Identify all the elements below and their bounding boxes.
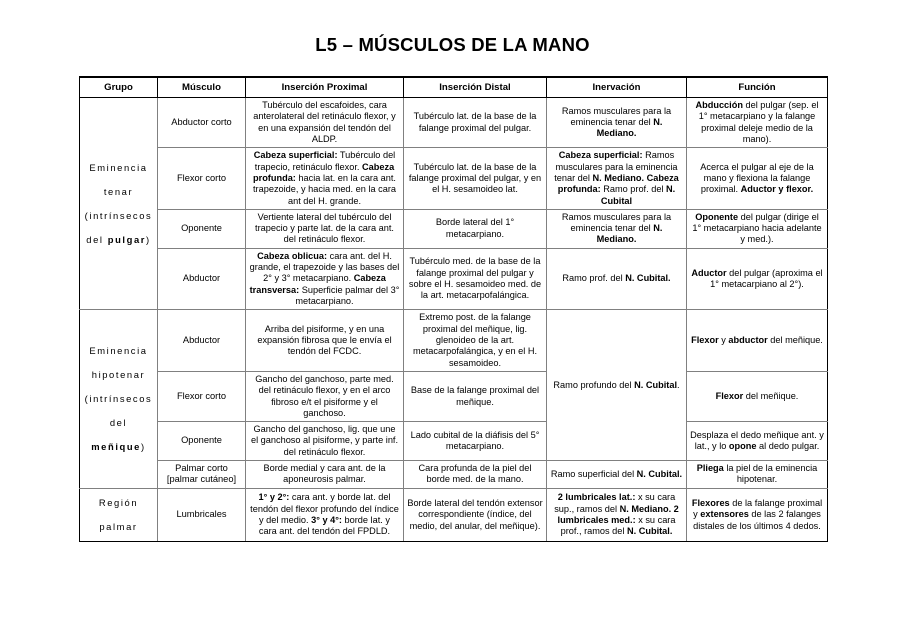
proximal-insertion-cell: 1° y 2°: cara ant. y borde lat. del tendón del flexor profundo del índice y del medio. 3° y 4°: borde lat. y cara ant. del tendón del FPDLD.: [246, 488, 404, 541]
table-header-row: [80, 77, 828, 98]
group-label-line: del: [109, 417, 128, 429]
table-row: [80, 248, 828, 310]
distal-insertion-cell: Borde lateral del tendón extensor correspondiente (índice, del medio, del anular, del meñique).: [404, 488, 547, 541]
page-title: L5 – MÚSCULOS DE LA MANO: [315, 34, 590, 55]
muscle-name-cell: Flexor corto: [158, 148, 246, 210]
proximal-insertion-cell: Cabeza oblicua: cara ant. del H. grande, el trapezoide y las bases del 2° y 3° metacarpiano. Cabeza transversa: Superficie palmar del 3° metacarpiano.: [246, 248, 404, 310]
column-header-inervacion: Inervación: [547, 77, 687, 98]
muscle-name-cell: Oponente: [158, 209, 246, 248]
table-row: [80, 209, 828, 248]
table-row: [80, 488, 828, 541]
group-label-line: tenar: [103, 185, 134, 197]
group-label-line: hipotenar: [91, 369, 146, 381]
group-label-line: palmar: [99, 520, 138, 532]
distal-insertion-cell: Base de la falange proximal del meñique.: [404, 371, 547, 421]
group-label-line: meñique): [91, 441, 146, 453]
function-cell: Flexor y abductor del meñique.: [687, 310, 828, 372]
column-header-insercion-distal: Inserción Distal: [404, 77, 547, 98]
innervation-cell: Ramos musculares para la eminencia tenar del N. Mediano.: [547, 98, 687, 148]
table-row: [80, 148, 828, 210]
table-row: [80, 371, 828, 421]
group-cell-hipotenar: [80, 310, 158, 489]
muscle-name-cell: Lumbricales: [158, 488, 246, 541]
column-header-grupo: Grupo: [80, 77, 158, 98]
function-cell: Oponente del pulgar (dirige el 1° metacarpiano hacia adelante y med.).: [687, 209, 828, 248]
function-cell: Pliega la piel de la eminencia hipotenar.: [687, 461, 828, 489]
group-cell-palmar: [80, 488, 158, 541]
proximal-insertion-cell: Borde medial y cara ant. de la aponeurosis palmar.: [246, 461, 404, 489]
function-cell: Desplaza el dedo meñique ant. y lat., y lo opone al dedo pulgar.: [687, 422, 828, 461]
distal-insertion-cell: Tubérculo lat. de la base de la falange proximal del pulgar, y en el H. sesamoideo lat.: [404, 148, 547, 210]
distal-insertion-cell: Tubérculo med. de la base de la falange proximal del pulgar y sobre el H. sesamoideo med. de la art. metacarpofalángica.: [404, 248, 547, 310]
group-label-line: (intrínsecos: [84, 209, 153, 221]
innervation-cell: Ramos musculares para la eminencia tenar del N. Mediano.: [547, 209, 687, 248]
muscle-name-cell: Oponente: [158, 422, 246, 461]
muscle-name-cell: Abductor corto: [158, 98, 246, 148]
distal-insertion-cell: Cara profunda de la piel del borde med. de la mano.: [404, 461, 547, 489]
proximal-insertion-cell: Arriba del pisiforme, y en una expansión fibrosa que le envía el tendón del FCDC.: [246, 310, 404, 372]
distal-insertion-cell: Borde lateral del 1° metacarpiano.: [404, 209, 547, 248]
proximal-insertion-cell: Gancho del ganchoso, parte med. del retináculo flexor, y en el arco fibroso e/t el pisiforme y el ganchoso.: [246, 371, 404, 421]
table-row: [80, 98, 828, 148]
table-body: [80, 98, 828, 542]
distal-insertion-cell: Tubérculo lat. de la base de la falange proximal del pulgar.: [404, 98, 547, 148]
muscle-name-cell: Flexor corto: [158, 371, 246, 421]
table-header: [80, 77, 828, 98]
innervation-cell: 2 lumbricales lat.: x su cara sup., ramos del N. Mediano. 2 lumbricales med.: x su cara prof., ramos del N. Cubital.: [547, 488, 687, 541]
function-cell: Aductor del pulgar (aproxima el 1° metacarpiano al 2°).: [687, 248, 828, 310]
innervation-cell: Ramo superficial del N. Cubital.: [547, 461, 687, 489]
column-header-insercion-proximal: Inserción Proximal: [246, 77, 404, 98]
function-cell: Abducción del pulgar (sep. el 1° metacarpiano y la falange proximal deleje medio de la mano).: [687, 98, 828, 148]
innervation-cell: Ramo profundo del N. Cubital.: [547, 310, 687, 461]
group-label-line: Eminencia: [89, 345, 148, 357]
column-header-funcion: Función: [687, 77, 828, 98]
table-row: [80, 310, 828, 372]
hand-muscles-table: [79, 76, 828, 542]
muscles-table-container: [79, 76, 827, 542]
group-label-line: Eminencia: [89, 161, 148, 173]
function-cell: Flexores de la falange proximal y extensores de las 2 falanges distales de los últimos 4 dedos.: [687, 488, 828, 541]
distal-insertion-cell: Lado cubital de la diáfisis del 5° metacarpiano.: [404, 422, 547, 461]
muscle-name-cell: Palmar corto [palmar cutáneo]: [158, 461, 246, 489]
proximal-insertion-cell: Tubérculo del escafoides, cara anterolateral del retináculo flexor, y en una expansión del tendón del ALDP.: [246, 98, 404, 148]
group-label-line: Región: [98, 496, 139, 508]
table-row: [80, 461, 828, 489]
muscle-name-cell: Abductor: [158, 310, 246, 372]
innervation-cell: Cabeza superficial: Ramos musculares para la eminencia tenar del N. Mediano. Cabeza profunda: Ramo prof. del N. Cubital: [547, 148, 687, 210]
proximal-insertion-cell: Vertiente lateral del tubérculo del trapecio y parte lat. de la cara ant. del retináculo flexor.: [246, 209, 404, 248]
proximal-insertion-cell: Cabeza superficial: Tubérculo del trapecio, retináculo flexor. Cabeza profunda: hacia lat. en la cara ant. trapezoide, y hacia med. en la cara ant del H. grande.: [246, 148, 404, 210]
proximal-insertion-cell: Gancho del ganchoso, lig. que une el ganchoso al pisiforme, y parte inf. del retináculo flexor.: [246, 422, 404, 461]
group-cell-tenar: [80, 98, 158, 310]
distal-insertion-cell: Extremo post. de la falange proximal del meñique, lig. glenoideo de la art. metacarpofalángica, y en el H. sesamoideo.: [404, 310, 547, 372]
function-cell: Acerca el pulgar al eje de la mano y flexiona la falange proximal. Aductor y flexor.: [687, 148, 828, 210]
group-label-line: del pulgar): [86, 233, 151, 245]
innervation-cell: Ramo prof. del N. Cubital.: [547, 248, 687, 310]
table-row: [80, 422, 828, 461]
function-cell: Flexor del meñique.: [687, 371, 828, 421]
muscle-name-cell: Abductor: [158, 248, 246, 310]
column-header-musculo: Músculo: [158, 77, 246, 98]
group-label-line: (intrínsecos: [84, 393, 153, 405]
